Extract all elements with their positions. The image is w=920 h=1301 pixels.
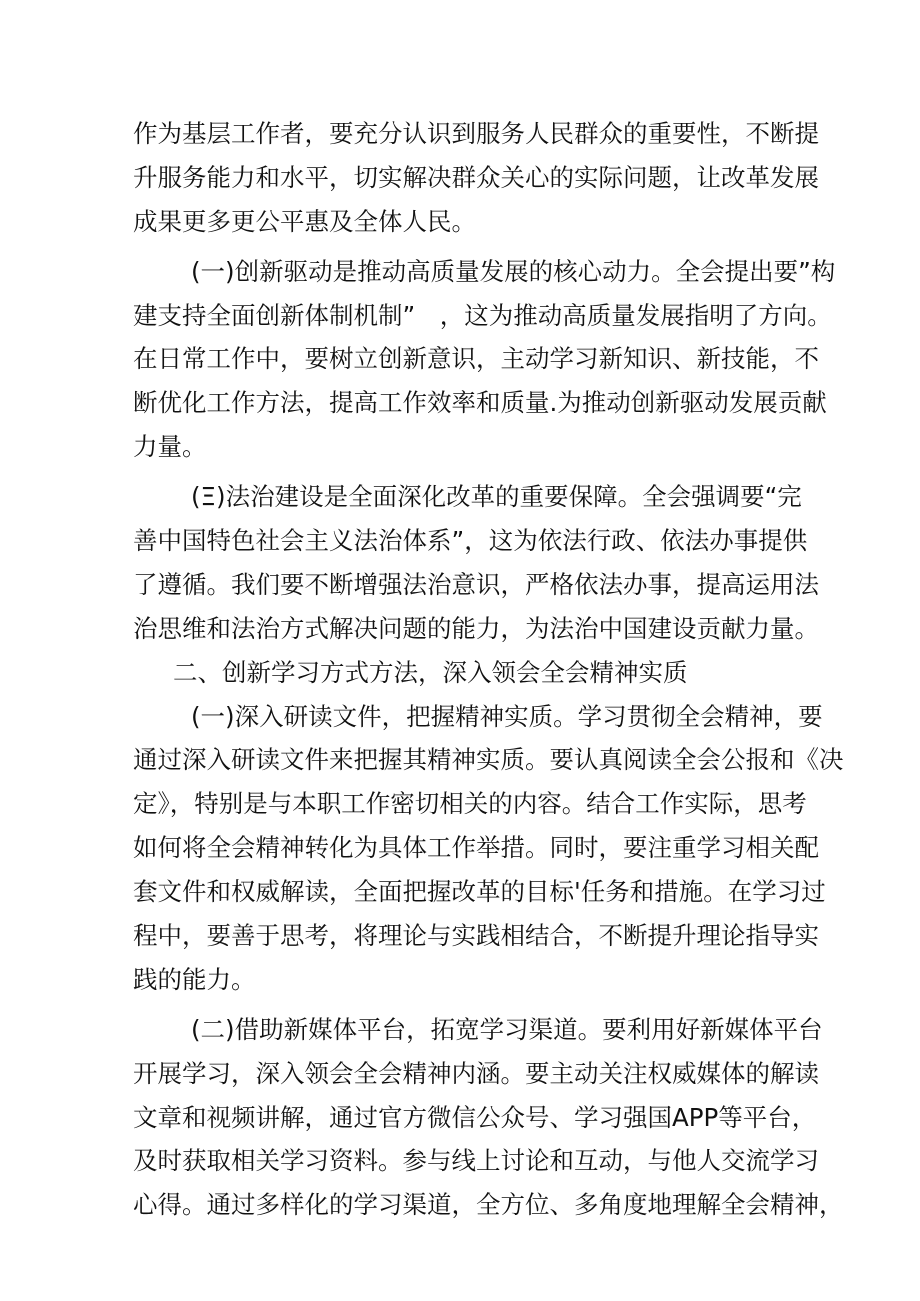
paragraph-new-media <box>133 1008 844 1227</box>
text-line: 在日常工作中，要树立创新意识，主动学习新知识、新技能，不 <box>133 344 819 374</box>
text-line: 套文件和权威解读，全面把握改革的目标'任务和措施。在学习过 <box>133 877 826 907</box>
text-line: 心得。通过多样化的学习渠道，全方位、多角度地理解全会精神， <box>133 1190 844 1220</box>
text-line: (一)创新驱动是推动高质量发展的核心动力。全会提出要”构 <box>191 256 836 286</box>
text-line: 定》，特别是与本职工作密切相关的内容。结合工作实际，思考 <box>133 789 807 819</box>
text-line: 断优化工作方法，提高工作效率和质量.为推动创新驱动发展贡献 <box>133 388 827 418</box>
text-line: 及时获取相关学习资料。参与线上讨论和互动，与他人交流学习 <box>133 1146 819 1176</box>
paragraph-study-documents <box>133 695 844 1002</box>
text-line: (一)深入研读文件，把握精神实质。学习贯彻全会精神，要 <box>191 701 823 731</box>
text-line: 了遵循。我们要不断增强法治意识，严格依法办事，提高运用法 <box>133 569 819 599</box>
text-line: 作为基层工作者，要充分认识到服务人民群众的重要性，不断提 <box>133 119 819 148</box>
text-line: 力量。 <box>133 432 207 462</box>
text-line: 成果更多更公平惠及全体人民。 <box>133 206 476 236</box>
text-line: 程中，要善于思考，将理论与实践相结合，不断提升理论指导实 <box>133 921 819 951</box>
document-body <box>133 112 844 1227</box>
section-heading: 二、创新学习方式方法，深入领会全会精神实质 <box>173 657 688 687</box>
text-line: 通过深入研读文件来把握其精神实质。要认真阅读全会公报和《决 <box>133 745 844 775</box>
text-line: 如何将全会精神转化为具体工作举措。同时，要注重学习相关配 <box>133 833 819 863</box>
text-line: 开展学习，深入领会全会精神内涵。要主动关注权威媒体的解读 <box>133 1058 819 1088</box>
text-line: 践的能力。 <box>133 964 256 994</box>
paragraph-innovation-driven <box>133 250 836 469</box>
text-line: 建支持全面创新体制机制” ，这为推动高质量发展指明了方向。 <box>133 300 832 330</box>
text-line: 治思维和法治方式解决问题的能力，为法治中国建设贡献力量。 <box>133 613 819 643</box>
text-line: 文章和视频讲解，通过官方微信公众号、学习强国APP等平台， <box>133 1102 817 1132</box>
paragraph-intro-continuation <box>133 112 819 244</box>
paragraph-rule-of-law <box>133 475 819 651</box>
text-line: 善中国特色社会主义法治体系”，这为依法行政、依法办事提供 <box>133 526 808 556</box>
text-line: 升服务能力和水平，切实解决群众关心的实际问题，让改革发展 <box>133 162 819 192</box>
section-heading-2 <box>133 651 798 695</box>
text-line: (二)借助新媒体平台，拓宽学习渠道。要利用好新媒体平台 <box>191 1014 823 1044</box>
text-line: (Ξ)法治建设是全面深化改革的重要保障。全会强调要“完 <box>191 482 802 512</box>
